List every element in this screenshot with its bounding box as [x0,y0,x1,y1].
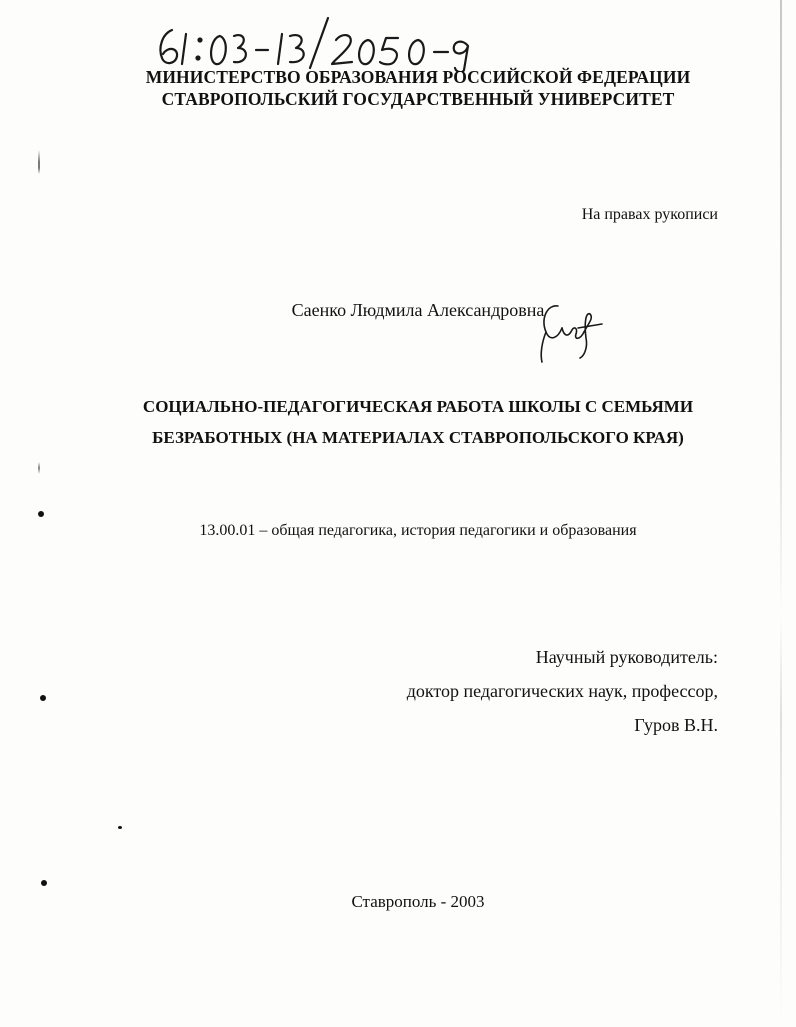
scan-edge-right [780,0,782,1027]
city-year-line [0,892,796,912]
document-header [0,66,796,110]
supervisor-name: Гуров В.Н. [634,715,718,735]
manuscript-rights-note: На правах рукописи [581,206,718,223]
scan-dot [41,880,47,886]
title-line-1: СОЦИАЛЬНО-ПЕДАГОГИЧЕСКАЯ РАБОТА ШКОЛЫ С СЕМЬЯМИ [142,397,694,416]
specialty-code: 13.00.01 – общая педагогика, история педагогики и образования [199,522,637,539]
supervisor-degree: доктор педагогических наук, профессор, [406,681,718,701]
dissertation-title [0,391,796,453]
handwritten-signature [528,298,608,368]
handwritten-archive-number [150,12,490,72]
scan-dot [40,695,46,701]
supervisor-label: Научный руководитель: [535,647,718,667]
scan-dot [118,826,122,829]
university-name: СТАВРОПОЛЬСКИЙ ГОСУДАРСТВЕННЫЙ УНИВЕРСИТЕТ [161,89,675,109]
specialty-line [0,522,796,540]
supervisor-block [407,640,718,742]
scan-dot [38,511,44,517]
author-name: Саенко Людмила Александровна [291,300,545,320]
author-line [0,300,796,321]
ministry-name: МИНИСТЕРСТВО ОБРАЗОВАНИЯ РОССИЙСКОЙ ФЕДЕРАЦИИ [145,67,691,87]
title-line-2: БЕЗРАБОТНЫХ (НА МАТЕРИАЛАХ СТАВРОПОЛЬСКОГО КРАЯ) [152,428,684,447]
city-year: Ставрополь - 2003 [351,892,485,911]
